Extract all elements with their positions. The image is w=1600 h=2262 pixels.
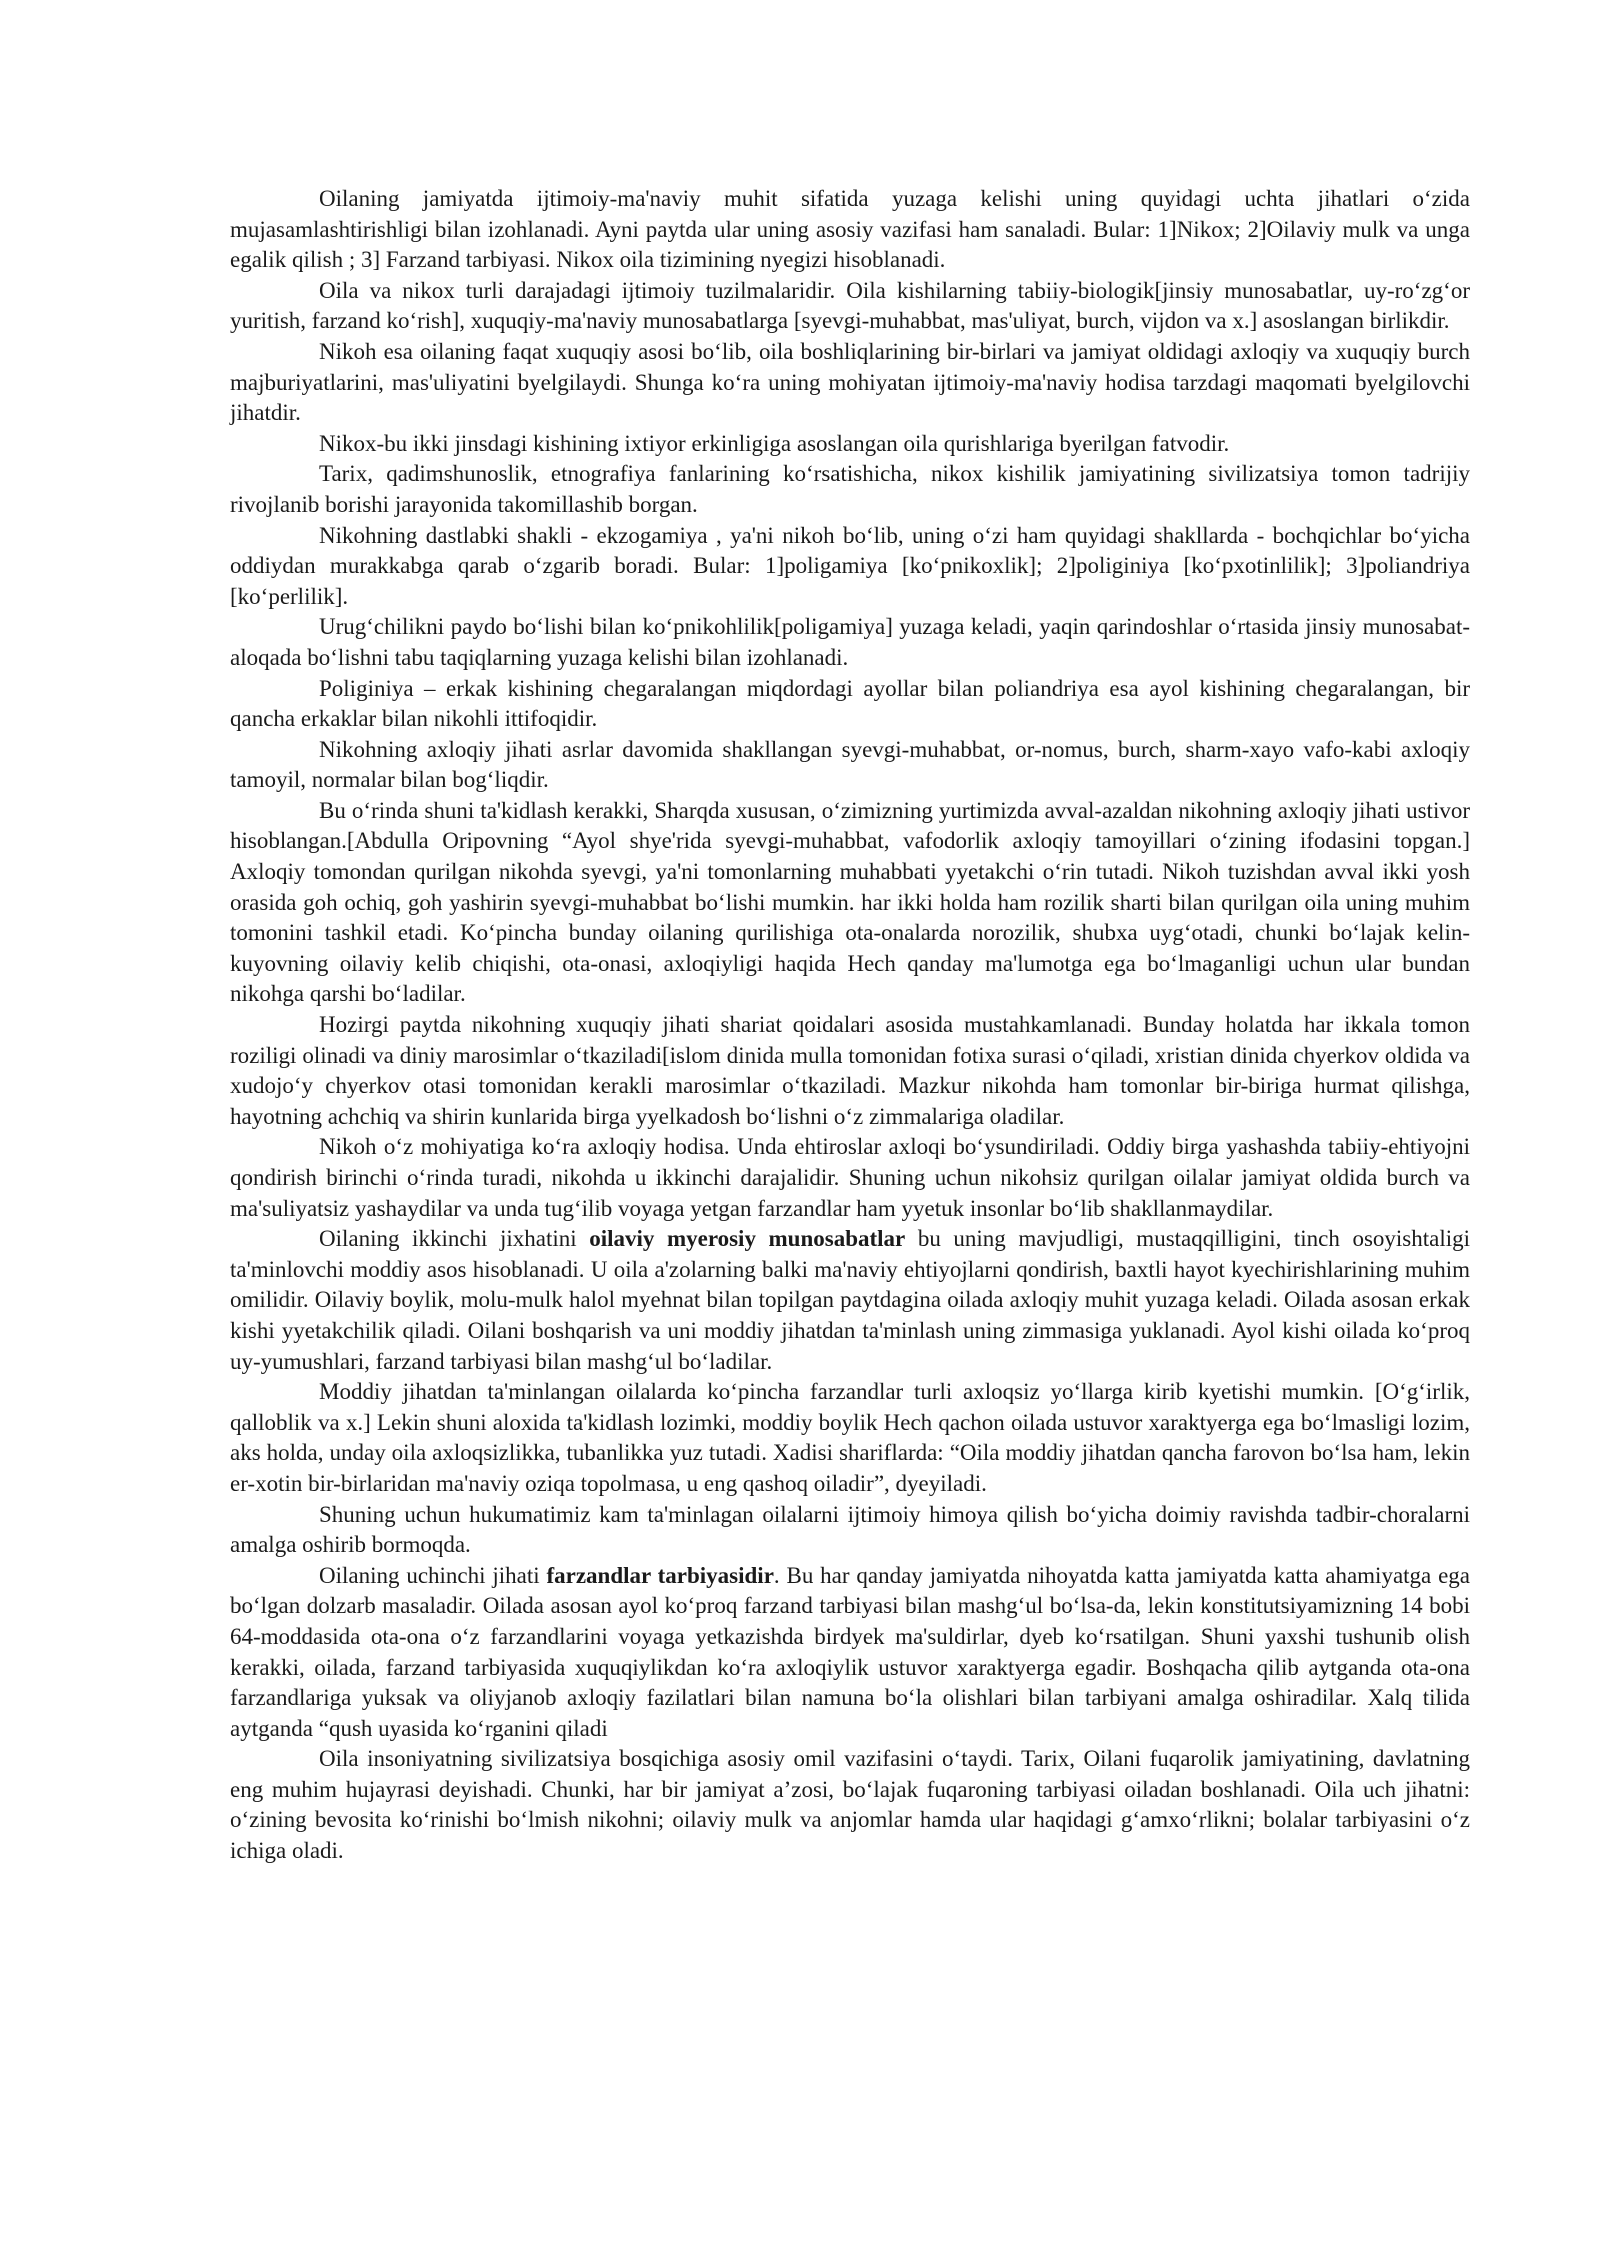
- paragraph: Shuning uchun hukumatimiz kam ta'minlagan oilalarni ijtimoiy himoya qilish bo‘yicha doimiy ravishda tadbir-choralarni amalga oshirib bormoqda.: [230, 1501, 1470, 1558]
- bold-term: oilaviy myerosiy munosabatlar: [589, 1226, 906, 1252]
- paragraph-text: bu uning mavjudligi, mustaqqilligini, tinch osoyishtaligi ta'minlovchi moddiy asos hisoblanadi. U oila a'zolarning balki ma'naviy ehtiyojlarni qondirish, baxtli hayot kyechirishlarining muhim omilidir. Oilaviy boylik, molu-mulk halol myehnat bilan topilgan paytdagina oilada axloqiy muhit yuzaga keladi. Oilada asosan erkak kishi yyetakchilik qiladi. Oilani boshqarish va uni moddiy jihatdan ta'minlash uning zimmasiga yuklanadi. Ayol kishi oilada ko‘proq uy-yumushlari, farzand tarbiyasi bilan mashg‘ul bo‘ladilar.: [230, 1226, 1471, 1374]
- paragraph: Nikoh o‘z mohiyatiga ko‘ra axloqiy hodisa. Unda ehtiroslar axloqi bo‘ysundiriladi. Oddiy birga yashashda tabiiy-ehtiyojni qondirish birinchi o‘rinda turadi, nikohda u ikkinchi darajalidir. Shuning uchun nikohsiz qurilgan oilalar jamiyat oldida burch va ma'suliyatsiz yashaydilar va unda tug‘ilib voyaga yetgan farzandlar ham yyetuk insonlar bo‘lib shakllanmaydilar.: [230, 1134, 1470, 1221]
- paragraph: Urug‘chilikni paydo bo‘lishi bilan ko‘pnikohlilik[poligamiya] yuzaga keladi, yaqin qarindoshlar o‘rtasida jinsiy munosabat-aloqada bo‘lishni tabu taqiqlarning yuzaga kelishi bilan izohlanadi.: [230, 614, 1470, 670]
- paragraph: Moddiy jihatdan ta'minlangan oilalarda ko‘pincha farzandlar turli axloqsiz yo‘llarga kirib kyetishi mumkin. [O‘g‘irlik, qalloblik va x.] Lekin shuni aloxida ta'kidlash lozimki, moddiy boylik Hech qachon oilada ustuvor xaraktyerga ega bo‘lmasligi lozim, aks holda, unday oila axloqsizlikka, tubanlikka yuz tutadi. Xadisi shariflarda: “Oila moddiy jihatdan qancha farovon bo‘lsa ham, lekin er-xotin bir-birlaridan ma'naviy oziqa topolmasa, u eng qashoq oiladir”, dyeyiladi.: [230, 1379, 1470, 1496]
- paragraph: Tarix, qadimshunoslik, etnografiya fanlarining ko‘rsatishicha, nikox kishilik jamiyatining sivilizatsiya tomon tadrijiy rivojlanib borishi jarayonida takomillashib borgan.: [230, 461, 1470, 517]
- paragraph: Oila va nikox turli darajadagi ijtimoiy tuzilmalaridir. Oila kishilarning tabiiy-biologik[jinsiy munosabatlar, uy-ro‘zg‘or yuritish, farzand ko‘rish], xuquqiy-ma'naviy munosabatlarga [syevgi-muhabbat, mas'uliyat, burch, vijdon va x.] asoslangan birlikdir.: [230, 277, 1470, 334]
- paragraph: Oilaning jamiyatda ijtimoiy-ma'naviy muhit sifatida yuzaga kelishi uning quyidagi uchta jihatlari o‘zida mujasamlashtirishligi bilan izohlanadi. Ayni paytda ular uning asosiy vazifasi ham sanaladi. Bular: 1]Nikox; 2]Oilaviy mulk va unga egalik qilish ; 3] Farzand tarbiyasi. Nikox oila tizimining nyegizi hisoblanadi.: [230, 186, 1470, 273]
- paragraph: Nikoh esa oilaning faqat xuquqiy asosi bo‘lib, oila boshliqlarining bir-birlari va jamiyat oldidagi axloqiy va xuquqiy burch majburiyatlarini, mas'uliyatini byelgilaydi. Shunga ko‘ra uning mohiyatan ijtimoiy-ma'naviy hodisa tarzdagi maqomati byelgilovchi jihatdir.: [230, 338, 1470, 426]
- paragraph: Hozirgi paytda nikohning xuquqiy jihati shariat qoidalari asosida mustahkamlanadi. Bunday holatda har ikkala tomon roziligi olinadi va diniy marosimlar o‘tkaziladi[islom dinida mulla tomonidan fotixa surasi o‘qiladi, xristian dinida chyerkov oldida va xudojo‘y chyerkov otasi tomonidan kerakli marosimlar o‘tkaziladi. Mazkur nikohda ham tomonlar bir-biriga hurmat qilishga, hayotning achchiq va shirin kunlarida birga yyelkadosh bo‘lishni o‘z zimmalariga oladilar.: [230, 1012, 1470, 1129]
- paragraph-text: Oilaning ikkinchi jixhatini: [319, 1226, 590, 1252]
- paragraph: Oila insoniyatning sivilizatsiya bosqichiga asosiy omil vazifasini o‘taydi. Tarix, Oilani fuqarolik jamiyatining, davlatning eng muhim hujayrasi deyishadi. Chunki, har bir jamiyat a’zosi, bo‘lajak fuqaroning tarbiyasi oiladan boshlanadi. Oila uch jihatni: o‘zining bevosita ko‘rinishi bo‘lmish nikohni; oilaviy mulk va anjomlar hamda ular haqidagi g‘amxo‘rlikni; bolalar tarbiyasini o‘z ichiga oladi.: [230, 1746, 1470, 1864]
- paragraph: Nikohning dastlabki shakli - ekzogamiya , ya'ni nikoh bo‘lib, uning o‘zi ham quyidagi shakllarda - bochqichlar bo‘yicha oddiydan murakkabga qarab o‘zgarib boradi. Bular: 1]poligamiya [ko‘pnikoxlik]; 2]poliginiya [ko‘pxotinlilik]; 3]poliandriya [ko‘perlilik].: [230, 522, 1470, 609]
- paragraph: Nikohning axloqiy jihati asrlar davomida shakllangan syevgi-muhabbat, or-nomus, burch, sharm-xayo vafo-kabi axloqiy tamoyil, normalar bilan bog‘liqdir.: [230, 736, 1470, 793]
- paragraph: [230, 1561, 1470, 1745]
- paragraph-text: Oilaning uchinchi jihati: [319, 1562, 547, 1588]
- paragraph: Bu o‘rinda shuni ta'kidlash kerakki, Sharqda xususan, o‘zimizning yurtimizda avval-azaldan nikohning axloqiy jihati ustivor hisoblangan.[Abdulla Oripovning “Ayol shye'rida syevgi-muhabbat, vafodorlik axloqiy tamoyillari o‘zining ifodasini topgan.] Axloqiy tomondan qurilgan nikohda syevgi, ya'ni tomonlarning muhabbati yyetakchi o‘rin tutadi. Nikoh tuzishdan avval ikki yosh orasida goh ochiq, goh yashirin syevgi-muhabbat bo‘lishi mumkin. har ikki holda ham rozilik sharti bilan qurilgan oila uning muhim tomonini tashkil etadi. Ko‘pincha bunday oilaning qurilishiga ota-onalarda norozilik, shubxa uyg‘otadi, chunki bo‘lajak kelin-kuyovning oilaviy kelib chiqishi, ota-onasi, axloqiyligi haqida Hech qanday ma'lumotga ega bo‘lmaganligi uchun ular bundan nikohga qarshi bo‘ladilar.: [230, 797, 1470, 1007]
- document-page: [230, 184, 1470, 1867]
- paragraph: Nikox-bu ikki jinsdagi kishining ixtiyor erkinligiga asoslangan oila qurishlariga byerilgan fatvodir.: [319, 430, 1230, 456]
- paragraph: [230, 1224, 1470, 1377]
- paragraph-text: . Bu har qanday jamiyatda nihoyatda katta jamiyatda katta ahamiyatga ega bo‘lgan dolzarb masaladir. Oilada asosan ayol ko‘proq farzand tarbiyasi bilan mashg‘ul bo‘lsa-da, lekin konstitutsiyamizning 14 bobi 64-moddasida ota-ona o‘z farzandlarini voyaga yetkazishda birdyek ma'suldirlar, dyeb ko‘rsatilgan. Shuni yaxshi tushunib olish kerakki, oilada, farzand tarbiyasida xuquqiylikdan ko‘ra axloqiylik ustuvor xaraktyerga egadir. Boshqacha qilib aytganda ota-ona farzandlariga yuksak va oliyjanob axloqiy fazilatlari bilan namuna bo‘la olishlari bilan tarbiyani amalga oshiradilar. Xalq tilida aytganda “qush uyasida ko‘rganini qiladi: [230, 1562, 1470, 1741]
- paragraph: Poliginiya – erkak kishining chegaralangan miqdordagi ayollar bilan poliandriya esa ayol kishining chegaralangan, bir qancha erkaklar bilan nikohli ittifoqidir.: [230, 675, 1470, 732]
- bold-term: farzandlar tarbiyasidir: [546, 1562, 774, 1588]
